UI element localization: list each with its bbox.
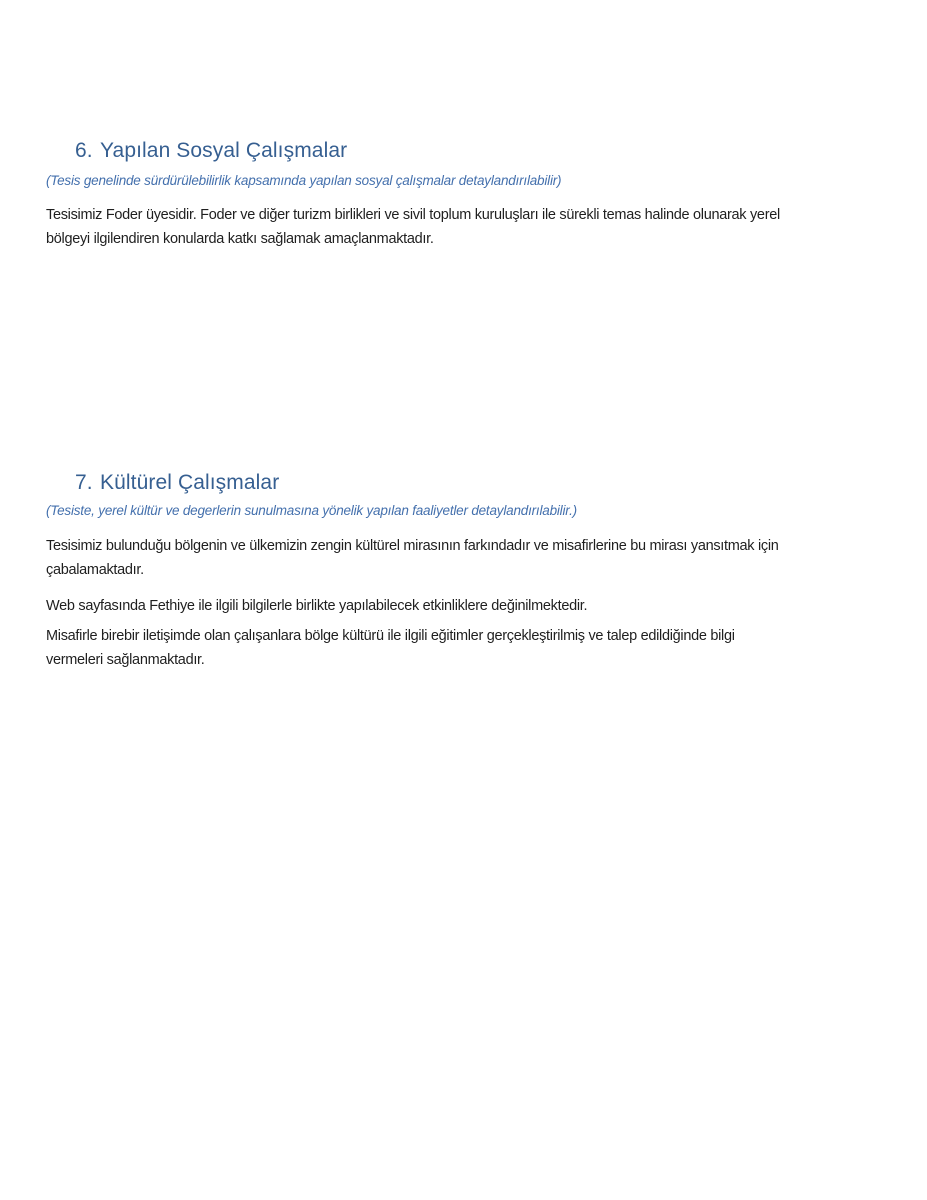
section-7-title: Kültürel Çalışmalar	[100, 471, 280, 494]
section-6-number: 6.	[75, 139, 93, 162]
section-7-paragraph: Misafirle birebir iletişimde olan çalışanlara bölge kültürü ile ilgili eğitimler gerçekleştirilmiş ve talep edildiğinde bilgi vermeleri sağlanmaktadır.	[46, 628, 735, 668]
section-7-number: 7.	[75, 471, 93, 494]
section-7-paragraph: Tesisimiz bulunduğu bölgenin ve ülkemizin zengin kültürel mirasının farkındadır ve misafirlerine bu mirası yansıtmak için çabalamaktadır.	[46, 538, 779, 578]
section-7-subtitle: (Tesiste, yerel kültür ve degerlerin sunulmasına yönelik yapılan faaliyetler detaylandırılabilir.)	[46, 503, 577, 518]
section-7-heading	[75, 471, 279, 495]
section-6-heading	[75, 139, 347, 163]
section-7-paragraph: Web sayfasında Fethiye ile ilgili bilgilerle birlikte yapılabilecek etkinliklere değinilmektedir.	[46, 598, 588, 614]
section-6-title: Yapılan Sosyal Çalışmalar	[100, 139, 348, 162]
section-6-paragraph: Tesisimiz Foder üyesidir. Foder ve diğer turizm birlikleri ve sivil toplum kuruluşları ile sürekli temas halinde olunarak yerel bölgeyi ilgilendiren konularda katkı sağlamak amaçlanmaktadır.	[46, 207, 780, 247]
section-6-subtitle: (Tesis genelinde sürdürülebilirlik kapsamında yapılan sosyal çalışmalar detaylandırılabilir)	[46, 173, 562, 188]
